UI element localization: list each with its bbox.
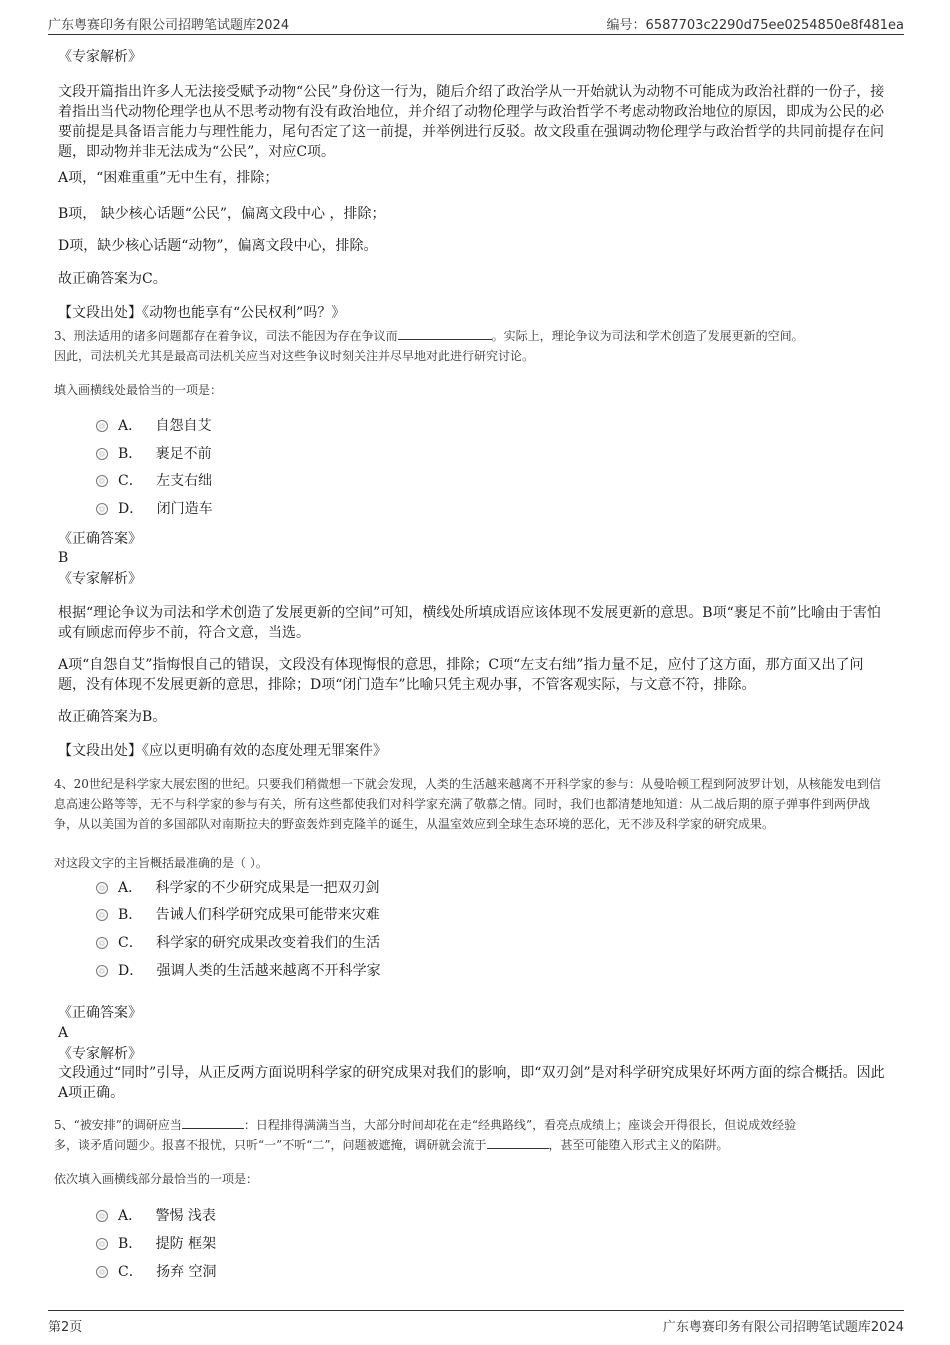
q3-answer-label: 《正确答案》 xyxy=(58,531,142,547)
q3-answer: B xyxy=(58,550,69,566)
q5-stem: 5、“被安排”的调研应当 ：日程排得满满当当，大部分时间却花在走“经典路线”，看亮点成绩上；座谈会开得很长，但说成效经验 多，谈矛盾问题少。报喜不报忧，只听“一”不听“二”，问题被遮掩，调研就会流于 ，甚至可能堕入形式主义的陷阱。 xyxy=(54,1118,797,1152)
q3-stem: 3、刑法适用的诸多问题都存在着争议，司法不能因为存在争议而 。实际上，理论争议为司法和学术创造了发展更新的空间。 因此，司法机关尤其是最高司法机关应当对这些争议时刻关注并尽早地对此进行研究讨论。 xyxy=(54,329,804,363)
page-header xyxy=(48,14,904,35)
radio-icon[interactable] xyxy=(96,1210,108,1222)
page-footer xyxy=(48,1310,904,1335)
q4-prompt: 对这段文字的主旨概括最准确的是（ ）。 xyxy=(54,856,268,870)
q2-option-d-note: D项，缺少核心话题“动物”，偏离文段中心，排除。 xyxy=(58,238,378,254)
radio-icon[interactable] xyxy=(96,937,108,949)
fill-blank xyxy=(398,327,492,340)
q4-analysis-label: 《专家解析》 xyxy=(58,1046,142,1062)
q2-source: 【文段出处】《动物也能享有“公民权利”吗？》 xyxy=(58,305,346,321)
footer-title: 广东粤赛印务有限公司招聘笔试题库2024 xyxy=(662,1320,904,1335)
radio-icon[interactable] xyxy=(96,909,108,921)
q4-option-b[interactable]: B． 告诫人们科学研究成果可能带来灾难 xyxy=(96,905,380,925)
radio-icon[interactable] xyxy=(96,475,108,487)
radio-icon[interactable] xyxy=(96,882,108,894)
q5-option-a[interactable]: A． 警惕 浅表 xyxy=(96,1206,216,1226)
q5-prompt: 依次填入画横线部分最恰当的一项是： xyxy=(54,1172,259,1186)
fill-blank xyxy=(487,1136,549,1149)
q3-analysis-label: 《专家解析》 xyxy=(58,571,142,587)
q3-option-a[interactable]: A． 自怨自艾 xyxy=(96,416,211,436)
q2-analysis: 文段开篇指出许多人无法接受赋予动物“公民”身份这一行为，随后介绍了政治学从一开始就认为动物不可能成为政治社群的一份子，接着指出当代动物伦理学也从不思考动物有没有政治地位，并介绍了动物伦理学与政治哲学不考虑动物政治地位的原因，即成为公民的必要前提是具备语言能力与理性能力，尾句否定了这一前提，并举例进行反驳。故文段重在强调动物伦理学与政治哲学的共同前提存在问题，即动物并非无法成为“公民”，对应C项。 xyxy=(58,84,885,160)
radio-icon[interactable] xyxy=(96,448,108,460)
q3-prompt: 填入画横线处最恰当的一项是： xyxy=(54,383,223,397)
q4-option-d[interactable]: D． 强调人类的生活越来越离不开科学家 xyxy=(96,961,381,981)
q4-analysis: 文段通过“同时”引导，从正反两方面说明科学家的研究成果对我们的影响，即“双刃剑”是对科学研究成果好坏两方面的综合概括。因此A项正确。 xyxy=(58,1065,885,1101)
radio-icon[interactable] xyxy=(96,503,108,515)
fill-blank xyxy=(182,1116,244,1129)
q5-option-c[interactable]: C． 扬弃 空洞 xyxy=(96,1262,217,1282)
q3-conclusion: 故正确答案为B。 xyxy=(58,709,167,725)
q3-analysis-2: A项“自怨自艾”指悔恨自己的错误，文段没有体现悔恨的意思，排除；C项“左支右绌”指力量不足，应付了这方面，那方面又出了问题，没有体现不发展更新的意思，排除；D项“闭门造车”比喻只凭主观办事，不管客观实际，与文意不符，排除。 xyxy=(58,657,864,693)
q5-option-b[interactable]: B． 提防 框架 xyxy=(96,1234,216,1254)
q2-option-b-note: B项， 缺少核心话题“公民”，偏离文段中心 ，排除； xyxy=(58,206,386,222)
q3-analysis: 根据“理论争议为司法和学术创造了发展更新的空间”可知，横线处所填成语应该体现不发展更新的意思。B项“裹足不前”比喻由于害怕或有顾虑而停步不前，符合文意，当选。 xyxy=(58,605,881,641)
q4-option-a[interactable]: A． 科学家的不少研究成果是一把双刃剑 xyxy=(96,878,379,898)
header-title: 广东粤赛印务有限公司招聘笔试题库2024 xyxy=(48,18,290,33)
q2-analysis-label: 《专家解析》 xyxy=(58,49,142,65)
q2-option-a-note: A项，“困难重重”无中生有，排除； xyxy=(58,170,279,186)
radio-icon[interactable] xyxy=(96,1266,108,1278)
q3-source: 【文段出处】《应以更明确有效的态度处理无罪案件》 xyxy=(58,743,387,759)
radio-icon[interactable] xyxy=(96,420,108,432)
page-number: 第2页 xyxy=(48,1320,83,1335)
radio-icon[interactable] xyxy=(96,1238,108,1250)
q4-stem: 4、20世纪是科学家大展宏图的世纪。只要我们稍微想一下就会发现，人类的生活越来越离不开科学家的参与：从曼哈顿工程到阿波罗计划，从核能发电到信息高速公路等等，无不与科学家的参与有关，所有这些都使我们对科学家充满了敬慕之情。同时，我们也都清楚地知道：从二战后期的原子弹事件到两伊战争，从以美国为首的多国部队对南斯拉夫的野蛮轰炸到克隆羊的诞生，从温室效应到全球生态环境的恶化，无不涉及科学家的研究成果。 xyxy=(54,777,881,831)
q2-conclusion: 故正确答案为C。 xyxy=(58,271,167,287)
q3-option-b[interactable]: B． 裹足不前 xyxy=(96,444,212,464)
q4-option-c[interactable]: C． 科学家的研究成果改变着我们的生活 xyxy=(96,933,380,953)
q3-option-c[interactable]: C． 左支右绌 xyxy=(96,471,212,491)
q4-answer-label: 《正确答案》 xyxy=(58,1005,142,1021)
header-doc-id: 编号：6587703c2290d75ee0254850e8f481ea xyxy=(606,18,904,33)
radio-icon[interactable] xyxy=(96,965,108,977)
q4-answer: A xyxy=(58,1025,69,1041)
q3-option-d[interactable]: D． 闭门造车 xyxy=(96,499,213,519)
